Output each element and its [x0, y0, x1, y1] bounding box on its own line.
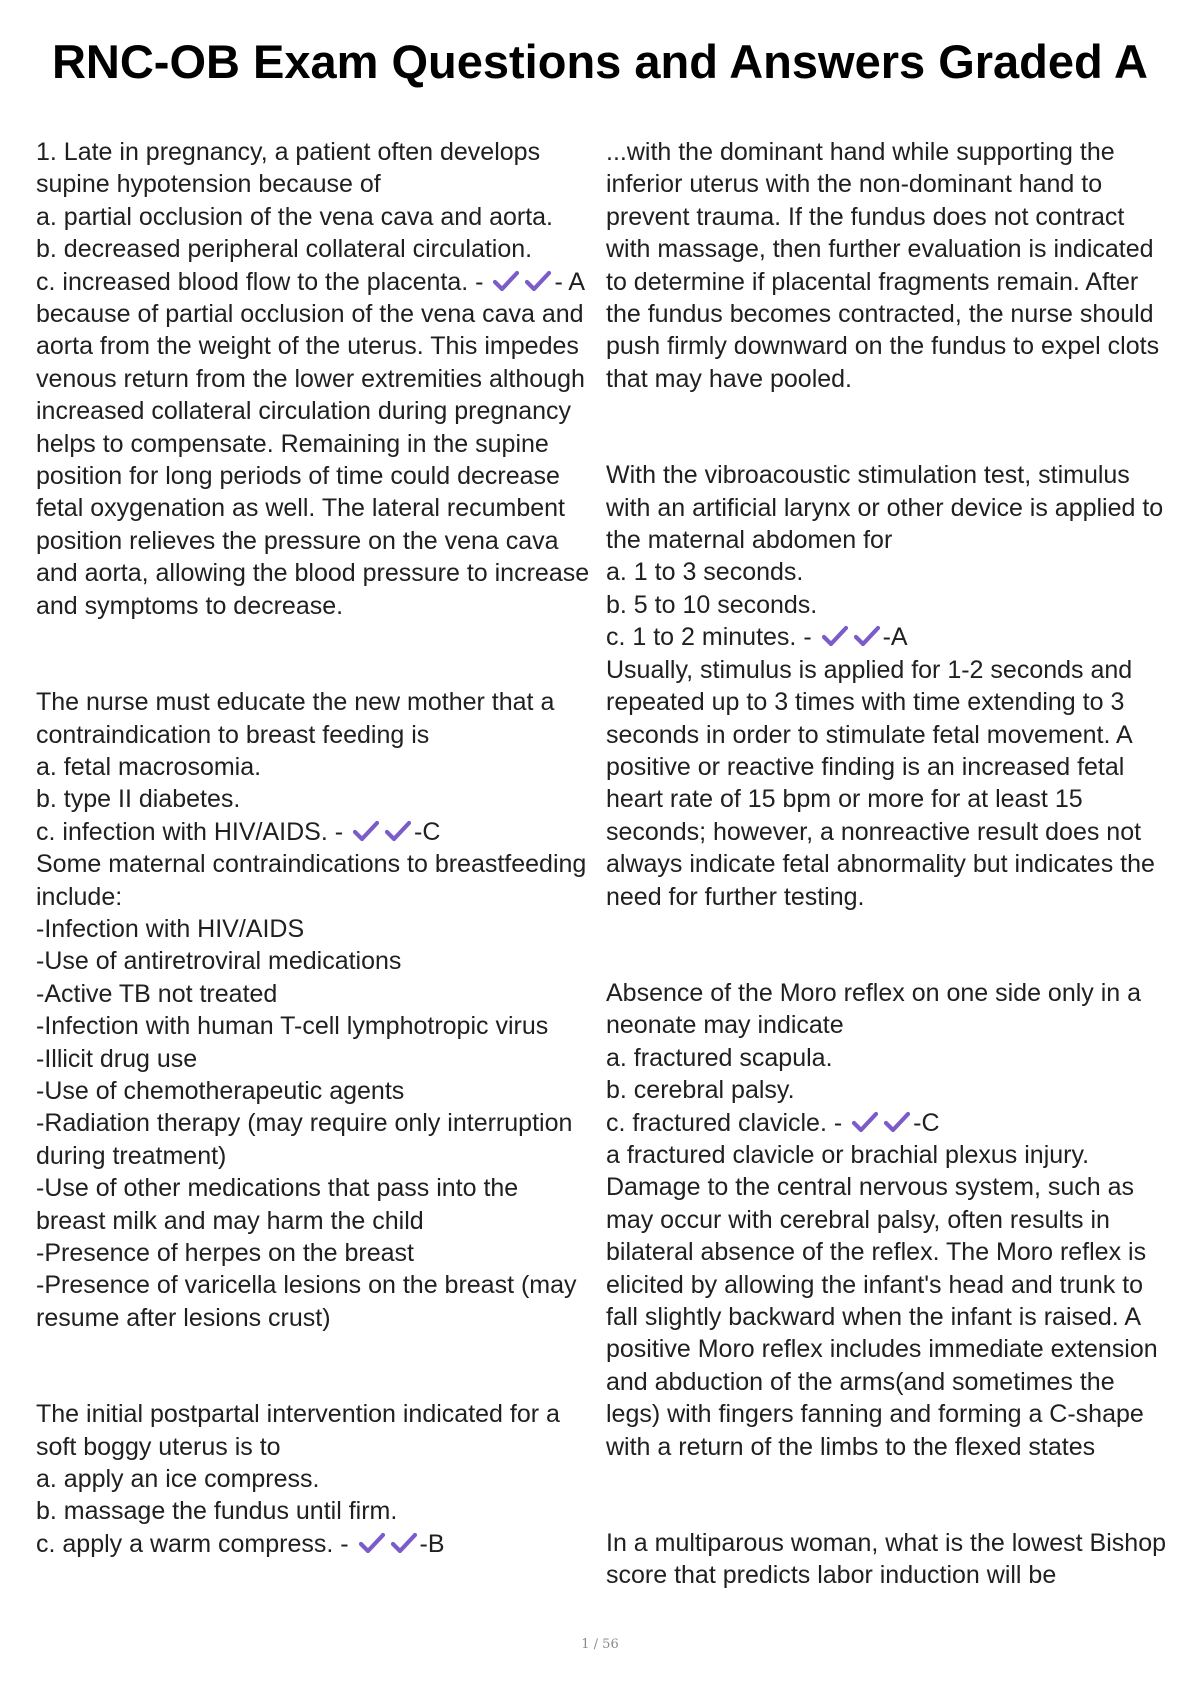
list-item: -Use of antiretroviral medications: [36, 947, 402, 976]
checkmark-icon: [883, 1110, 911, 1134]
question-stem: The initial postpartal intervention indicated for a soft boggy uterus is to: [36, 1400, 560, 1461]
answer-option-text: c. apply a warm compress. -: [36, 1529, 349, 1558]
answer-option-c: [36, 816, 592, 848]
answer-key: - A: [554, 267, 586, 296]
checkmark-icon: [384, 819, 412, 843]
answer-option-b: b. decreased peripheral collateral circulation.: [36, 235, 533, 264]
question-stem: 1. Late in pregnancy, a patient often develops supine hypotension because of: [36, 138, 541, 199]
left-column: [36, 136, 592, 1560]
question-2: [36, 686, 592, 1334]
question-6: [606, 1527, 1172, 1592]
rationale: a fractured clavicle or brachial plexus injury. Damage to the central nervous system, such as may occur with cerebral palsy, often results in bilateral absence of the reflex. The Moro reflex is elicited by allowing the infant's head and trunk to fall slightly backward when the infant is raised. A positive Moro reflex includes immediate extension and abduction of the arms(and sometimes the legs) with fingers fanning and forming a C-shape with a return of the limbs to the flexed states: [606, 1140, 1158, 1461]
list-item: -Use of chemotherapeutic agents: [36, 1076, 405, 1105]
answer-option-text: c. 1 to 2 minutes. -: [606, 623, 812, 652]
answer-key: -C: [414, 817, 441, 846]
question-4: [606, 459, 1172, 913]
answer-option-a: a. 1 to 3 seconds.: [606, 558, 804, 587]
answer-option-c: [606, 621, 1172, 653]
question-3-continued: [606, 136, 1172, 395]
question-5: [606, 977, 1172, 1463]
answer-option-b: b. cerebral palsy.: [606, 1076, 795, 1105]
checkmark-icon: [358, 1531, 386, 1555]
list-item: -Presence of varicella lesions on the breast (may resume after lesions crust): [36, 1271, 577, 1332]
question-stem: The nurse must educate the new mother that a contraindication to breast feeding is: [36, 688, 555, 749]
answer-option-text: c. fractured clavicle. -: [606, 1108, 843, 1137]
answer-option-b: b. 5 to 10 seconds.: [606, 590, 818, 619]
checkmark-icon: [352, 819, 380, 843]
answer-key: -B: [419, 1529, 445, 1558]
answer-key: -C: [913, 1108, 940, 1137]
list-item: -Presence of herpes on the breast: [36, 1239, 415, 1267]
list-item: -Illicit drug use: [36, 1044, 198, 1073]
rationale: because of partial occlusion of the vena cava and aorta from the weight of the uterus. This impedes venous return from the lower extremities although increased collateral circulation during pregnancy helps to compensate. Remaining in the supine position for long periods of time could decrease fetal oxygenation as well. The lateral recumbent position relieves the pressure on the vena cava and aorta, allowing the blood pressure to increase and symptoms to decrease.: [36, 300, 590, 620]
question-1: [36, 136, 592, 622]
answer-option-c: [606, 1107, 1172, 1139]
question-3: [36, 1398, 592, 1560]
answer-option-text: c. increased blood flow to the placenta. -: [36, 267, 484, 296]
right-column: [606, 136, 1172, 1592]
rationale-intro: Some maternal contraindications to breastfeeding include:: [36, 850, 587, 911]
answer-option-a: a. fractured scapula.: [606, 1043, 833, 1072]
checkmark-icon: [524, 269, 552, 293]
list-item: -Radiation therapy (may require only interruption during treatment): [36, 1109, 573, 1170]
list-item: -Infection with HIV/AIDS: [36, 914, 305, 943]
list-item: -Active TB not treated: [36, 979, 278, 1008]
answer-key: -A: [882, 623, 908, 652]
answer-option-a: a. partial occlusion of the vena cava and aorta.: [36, 202, 553, 231]
checkmark-icon: [492, 269, 520, 293]
answer-option-a: a. fetal macrosomia.: [36, 752, 262, 781]
checkmark-icon: [853, 624, 881, 648]
answer-option-c: [36, 1528, 592, 1560]
list-item: -Use of other medications that pass into the breast milk and may harm the child: [36, 1174, 519, 1235]
page-title: RNC-OB Exam Questions and Answers Graded A: [51, 35, 1149, 88]
page-number: 1 / 56: [581, 1637, 619, 1652]
answer-option-text: c. infection with HIV/AIDS. -: [36, 817, 344, 846]
checkmark-icon: [821, 624, 849, 648]
answer-option-c: [36, 266, 592, 298]
answer-option-a: a. apply an ice compress.: [36, 1465, 320, 1494]
checkmark-icon: [851, 1110, 879, 1134]
checkmark-icon: [390, 1531, 418, 1555]
question-stem: Absence of the Moro reflex on one side only in a neonate may indicate: [606, 978, 1142, 1040]
rationale: ...with the dominant hand while supporting the inferior uterus with the non-dominant hand to prevent trauma. If the fundus does not contract with massage, then further evaluation is indicated to determine if placental fragments remain. After the fundus becomes contracted, the nurse should push firmly downward on the fundus to expel clots that may have pooled.: [606, 138, 1160, 393]
question-stem: With the vibroacoustic stimulation test, stimulus with an artificial larynx or other device is applied to the maternal abdomen for: [606, 461, 1164, 555]
answer-option-b: b. type II diabetes.: [36, 785, 241, 814]
answer-option-b: b. massage the fundus until firm.: [36, 1497, 398, 1526]
question-stem: In a multiparous woman, what is the lowest Bishop score that predicts labor induction will be: [606, 1529, 1166, 1590]
rationale: Usually, stimulus is applied for 1-2 seconds and repeated up to 3 times with time extending to 3 seconds in order to stimulate fetal movement. A positive or reactive finding is an increased fetal heart rate of 15 bpm or more for at least 15 seconds; however, a nonreactive result does not always indicate fetal abnormality but indicates the need for further testing.: [606, 655, 1155, 911]
list-item: -Infection with human T-cell lymphotropic virus: [36, 1012, 549, 1041]
